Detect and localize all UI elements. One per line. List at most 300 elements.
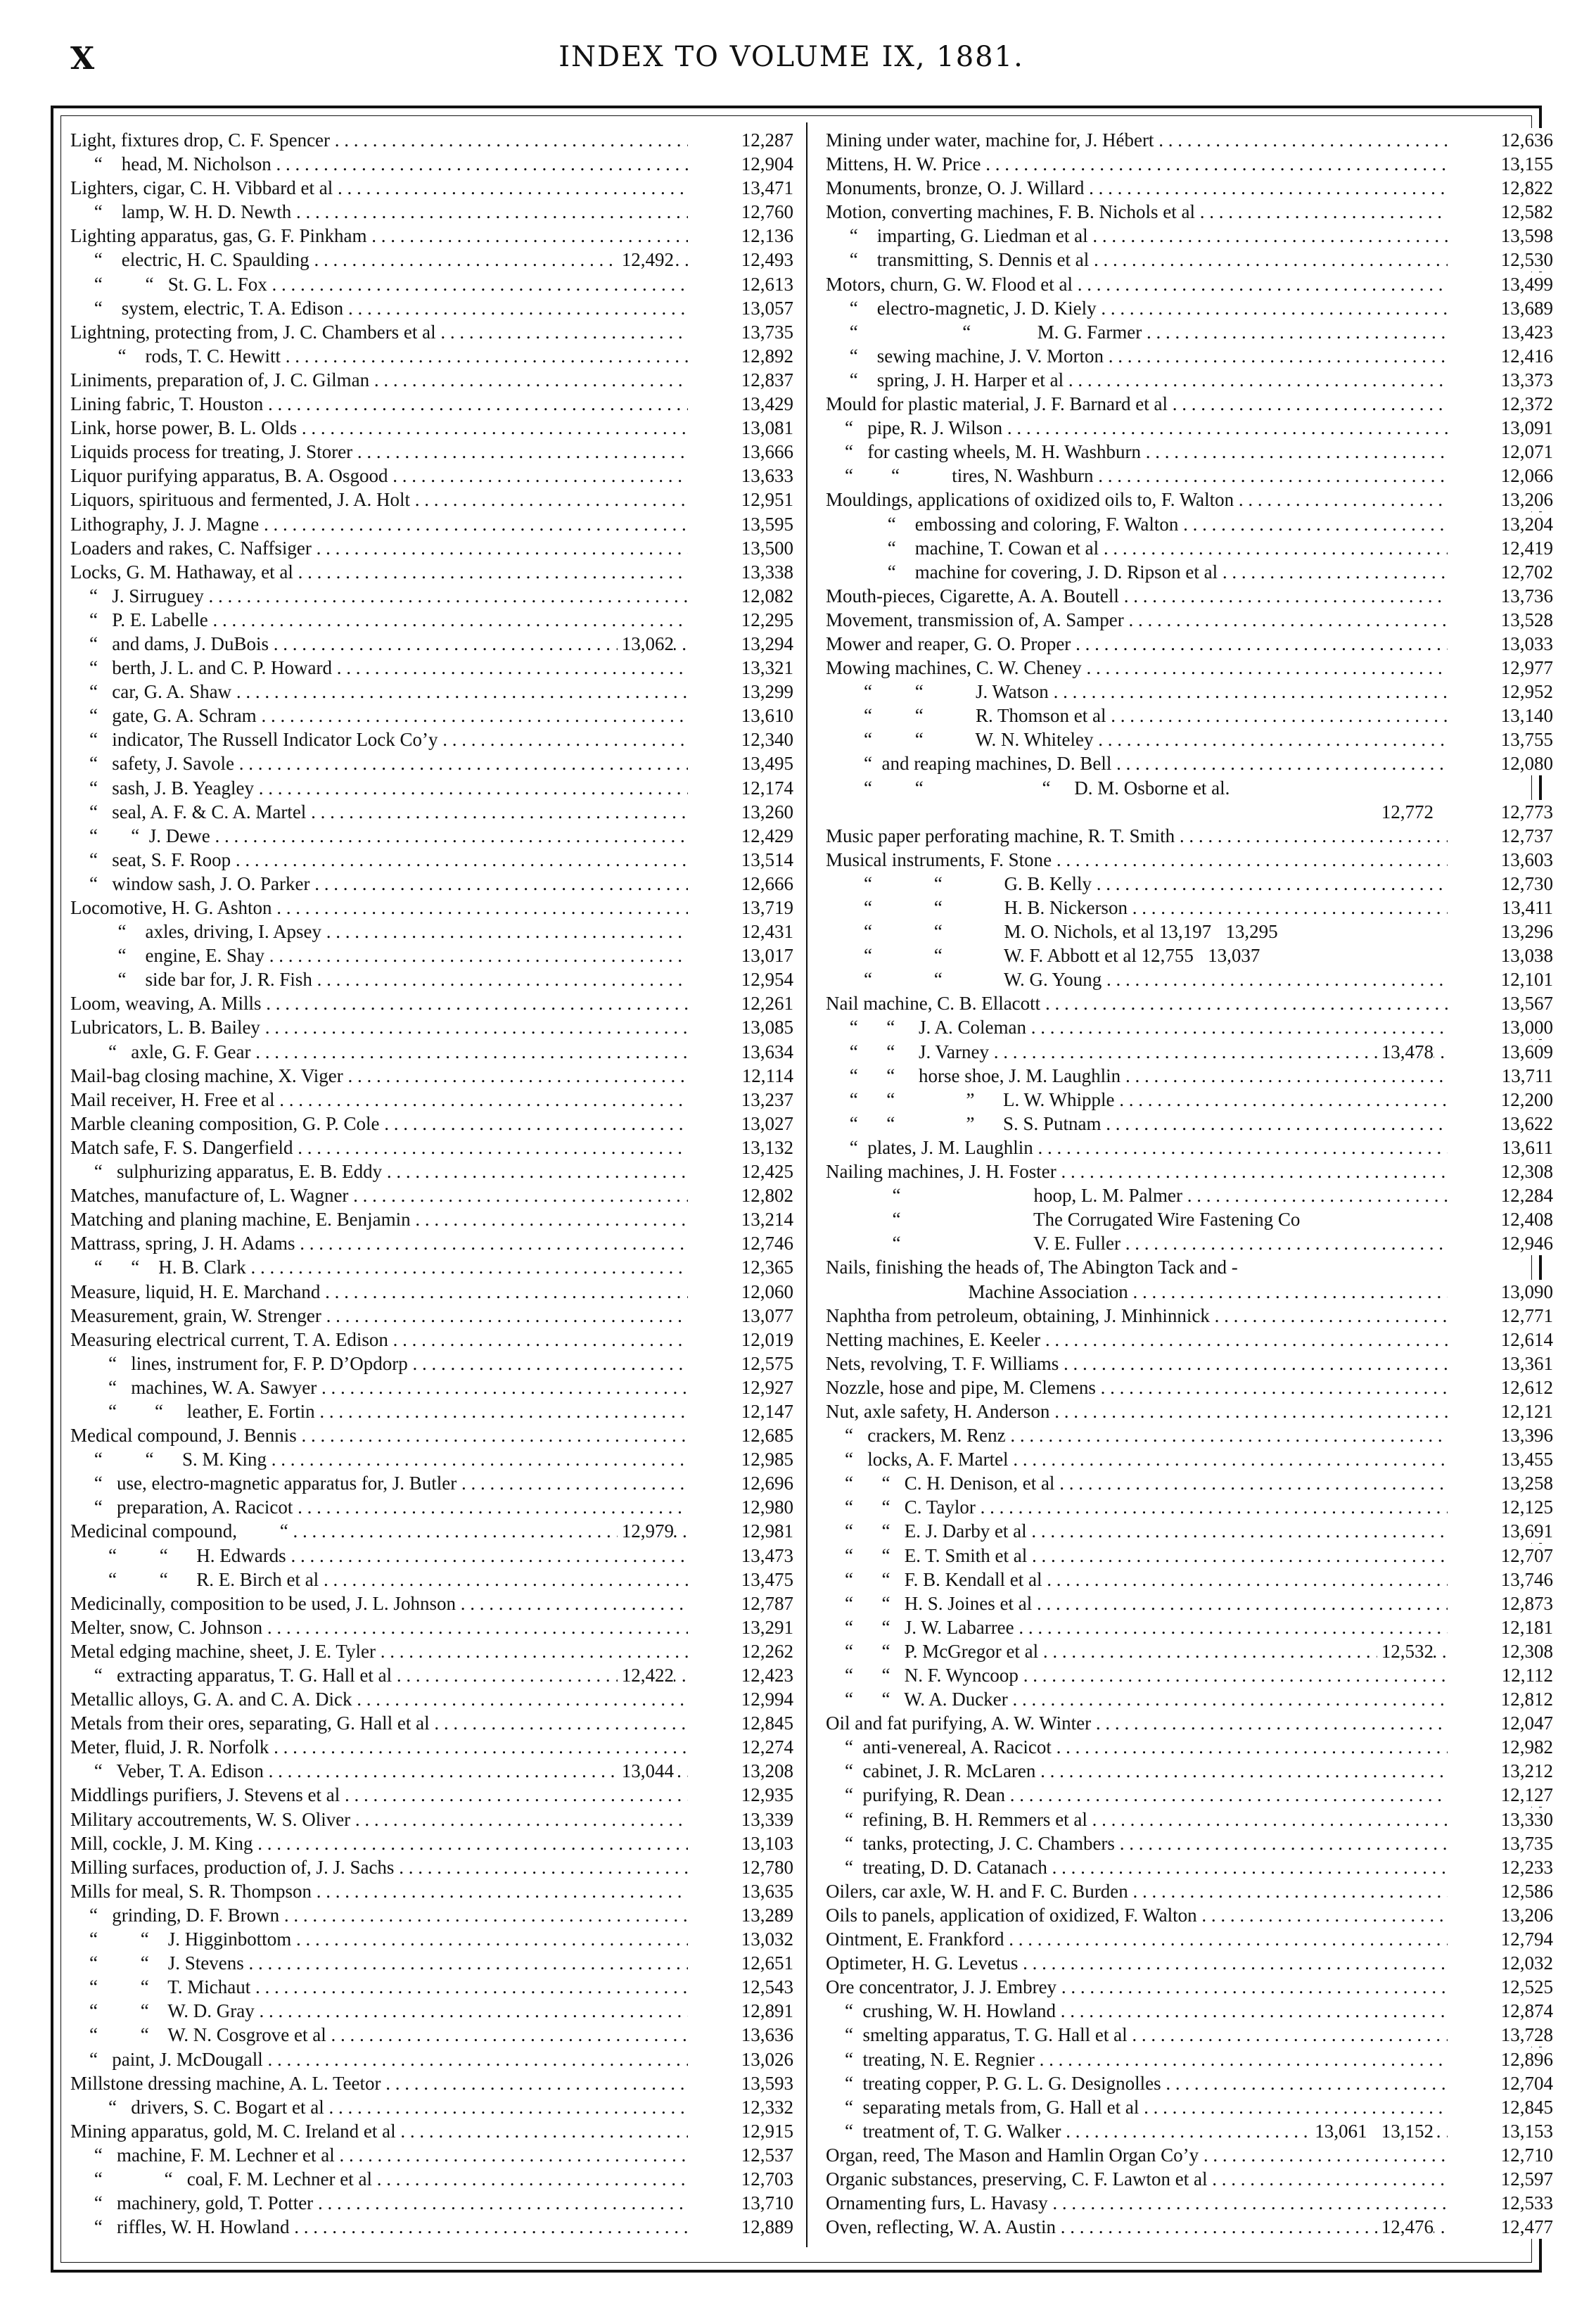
entry-patent-number: 13,000 [1450,1015,1553,1039]
entry-patent-number: 12,730 [1450,872,1553,896]
index-entry [826,1879,1553,1903]
index-entry [826,1951,1553,1975]
entry-text: Locomotive, H. G. Ashton . . . [70,896,688,920]
entry-text: Matches, manufacture of, L. Wagner . . . [70,1183,688,1207]
index-entry [70,680,793,704]
index-entry [826,344,1553,368]
entry-text: Mould for plastic material, J. F. Barnard et al . . . [826,392,1448,416]
index-entry [70,176,793,200]
entry-text: “ riffles, W. H. Howland . . . [70,2215,688,2239]
entry-text: “ “ M. G. Farmer . . . [826,320,1448,344]
entry-patent-number: 13,206 [1450,1903,1553,1927]
index-entry [826,1328,1553,1352]
index-entry [70,392,793,416]
index-entry [70,1615,793,1639]
index-entry [70,1136,793,1159]
index-entry [70,751,793,775]
entry-text: “ electric, H. C. Spaulding . . . [70,248,688,272]
entry-patent-number: 13,090 [1450,1280,1553,1304]
entry-patent-number: 12,287 [691,128,793,152]
entry-patent-number: 12,233 [1450,1855,1553,1879]
index-entry [70,920,793,943]
entry-patent-number: 12,613 [691,272,793,296]
entry-additional-number: 13,044 [618,1759,674,1783]
entry-additional-number: 12,492 [618,248,674,272]
entry-patent-number: 12,904 [691,152,793,176]
index-entry [70,896,793,920]
index-entry [826,943,1553,967]
entry-text: “ “ J. Watson . . . [826,680,1448,704]
index-entry [826,751,1553,775]
index-entry [826,152,1553,176]
entry-patent-number: 13,719 [691,896,793,920]
entry-patent-number: 12,071 [1450,440,1553,464]
entry-patent-number: 13,289 [691,1903,793,1927]
entry-patent-number: 12,812 [1450,1687,1553,1711]
entry-patent-number: 13,237 [691,1088,793,1112]
entry-patent-number: 12,597 [1450,2167,1553,2191]
entry-patent-number: 13,085 [691,1015,793,1039]
index-entry [826,320,1553,344]
index-entry [826,272,1553,296]
entry-patent-number: 12,340 [691,728,793,751]
entry-text: “ grinding, D. F. Brown . . . [70,1903,688,1927]
entry-patent-number: 13,711 [1450,1064,1553,1088]
entry-patent-number: 13,204 [1450,512,1553,536]
index-entry [70,1423,793,1447]
index-entry [826,440,1553,464]
index-entry [826,2047,1553,2071]
index-entry [826,1639,1553,1663]
entry-patent-number: 12,666 [691,872,793,896]
entry-patent-number: 12,891 [691,1999,793,2023]
index-entry [70,464,793,488]
index-entry [70,1183,793,1207]
column-divider [806,122,807,2247]
entry-patent-number: 12,066 [1450,464,1553,488]
entry-patent-number: 12,530 [1450,248,1553,272]
index-entry [826,1663,1553,1687]
entry-text: Lithography, J. J. Magne . . . [70,512,688,536]
index-entry [70,1352,793,1375]
entry-patent-number: 12,308 [1450,1159,1553,1183]
index-entry [70,1447,793,1471]
entry-patent-number: 12,136 [691,224,793,248]
entry-patent-number: 13,260 [691,800,793,824]
index-entry [826,1231,1553,1255]
index-entry [70,1855,793,1879]
entry-text: “ “ H. Edwards . . . [70,1544,688,1568]
entry-text: “ “ J. Stevens . . . [70,1951,688,1975]
index-entry [70,2191,793,2215]
entry-patent-number: 12,262 [691,1639,793,1663]
entry-patent-number: 13,081 [691,416,793,440]
entry-text: Mining apparatus, gold, M. C. Ireland et al . . . [70,2119,688,2143]
entry-text: Metallic alloys, G. A. and C. A. Dick . . . [70,1687,688,1711]
index-entry [70,967,793,991]
index-entry [826,656,1553,680]
entry-text: Machine Association . . . [826,1280,1448,1304]
index-entry [70,200,793,224]
entry-text: Loom, weaving, A. Mills . . . [70,991,688,1015]
entry-patent-number: 12,082 [691,584,793,608]
entry-text: “ axles, driving, I. Apsey . . . [70,920,688,943]
entry-text: “ “ N. F. Wyncoop . . . [826,1663,1448,1687]
index-entry [826,392,1553,416]
entry-patent-number: 12,845 [691,1711,793,1735]
index-entry [826,872,1553,896]
entry-patent-number: 12,419 [1450,536,1553,560]
index-entry [826,920,1553,943]
page-header [28,0,1554,91]
index-entry [826,1471,1553,1495]
entry-text: “ “ C. H. Denison, et al . . . [826,1471,1448,1495]
entry-patent-number: 12,423 [691,1663,793,1687]
index-entry [826,1687,1553,1711]
entry-patent-number: 13,321 [691,656,793,680]
index-entry [826,1183,1553,1207]
entry-patent-number: 12,047 [1450,1711,1553,1735]
entry-patent-number: 12,946 [1450,1231,1553,1255]
entry-patent-number: 13,091 [1450,416,1553,440]
index-entry [70,1519,793,1543]
entry-text: Liquor purifying apparatus, B. A. Osgood . . . [70,464,688,488]
entry-text: “ “ W. N. Whiteley . . . [826,728,1448,751]
entry-text: “ cabinet, J. R. McLaren . . . [826,1759,1448,1783]
entry-patent-number: 13,528 [1450,608,1553,632]
entry-text: “ machine for covering, J. D. Ripson et al . . . [826,560,1448,584]
entry-patent-number: 13,299 [691,680,793,704]
entry-patent-number: 13,026 [691,2047,793,2071]
index-entry [70,1231,793,1255]
entry-patent-number: 13,736 [1450,584,1553,608]
index-entry [826,1735,1553,1759]
index-entry [70,1328,793,1352]
entry-patent-number: 12,429 [691,824,793,848]
entry-text: Millstone dressing machine, A. L. Teetor . . . [70,2071,688,2095]
entry-text: “ The Corrugated Wire Fastening Co [826,1209,1301,1231]
entry-text: Mouth-pieces, Cigarette, A. A. Boutell . . . [826,584,1448,608]
entry-text: “ J. Sirruguey . . . [70,584,688,608]
entry-text: “ “ horse shoe, J. M. Laughlin . . . [826,1064,1448,1088]
entry-patent-number: 12,822 [1450,176,1553,200]
entry-patent-number: 12,980 [691,1495,793,1519]
index-entry [826,560,1553,584]
index-entry [70,2167,793,2191]
entry-text: Oilers, car axle, W. H. and F. C. Burden . . . [826,1879,1448,1903]
entry-patent-number: 12,582 [1450,200,1553,224]
entry-text: Mills for meal, S. R. Thompson . . . [70,1879,688,1903]
index-frame [51,106,1553,2273]
entry-text: “ treating copper, P. G. L. G. Designolles . . . [826,2071,1448,2095]
entry-patent-number: 12,896 [1450,2047,1553,2071]
entry-text: “ treatment of, T. G. Walker . . . [826,2119,1448,2143]
entry-text: “ “ J. W. Labarree . . . [826,1615,1448,1639]
entry-additional-number: 12,422 [618,1663,674,1687]
entry-text: Netting machines, E. Keeler . . . [826,1328,1448,1352]
entry-text: Ointment, E. Frankford . . . [826,1927,1448,1951]
index-entry [826,1447,1553,1471]
entry-patent-number: 12,284 [1450,1183,1553,1207]
entry-text: “ hoop, L. M. Palmer . . . [826,1183,1448,1207]
entry-patent-number: 12,773 [1450,800,1553,824]
entry-patent-number: 12,365 [691,1255,793,1279]
entry-text: Mail-bag closing machine, X. Viger . . . [70,1064,688,1088]
index-entry [70,1112,793,1136]
index-entry [70,1280,793,1304]
index-entry [70,488,793,512]
index-entry [826,1927,1553,1951]
entry-patent-number: 12,952 [1450,680,1553,704]
index-entry [826,1255,1553,1279]
entry-text: Lighting apparatus, gas, G. F. Pinkham . . . [70,224,688,248]
entry-text: “ “ S. M. King . . . [70,1447,688,1471]
entry-text: Movement, transmission of, A. Samper . . . [826,608,1448,632]
entry-text: “ crushing, W. H. Howland . . . [826,1999,1448,2023]
index-entry [70,1783,793,1807]
index-entry [70,776,793,800]
entry-patent-number: 13,710 [691,2191,793,2215]
index-entry [70,872,793,896]
entry-patent-number: 13,635 [691,1879,793,1903]
entry-text: “ machinery, gold, T. Potter . . . [70,2191,688,2215]
entry-patent-number: 13,593 [691,2071,793,2095]
entry-text: “ machine, F. M. Lechner et al . . . [70,2143,688,2167]
index-entry [70,2071,793,2095]
entry-text: “ and dams, J. DuBois . . . [70,632,688,656]
entry-text: “ pipe, R. J. Wilson . . . [826,416,1448,440]
index-entry [826,2071,1553,2095]
entry-patent-number: 12,927 [691,1375,793,1399]
entry-text: Nut, axle safety, H. Anderson . . . [826,1399,1448,1423]
entry-patent-number: 13,155 [1450,152,1553,176]
entry-patent-number: 12,981 [691,1519,793,1543]
entry-patent-number: 13,361 [1450,1352,1553,1375]
entry-text: Mower and reaper, G. O. Proper . . . [826,632,1448,656]
entry-patent-number: 13,514 [691,848,793,872]
entry-patent-number: 12,787 [691,1591,793,1615]
entry-text: “ “ tires, N. Washburn . . . [826,464,1448,488]
entry-patent-number: 12,702 [1450,560,1553,584]
entry-text: Mining under water, machine for, J. Hébert . . . [826,128,1448,152]
index-entry [70,248,793,272]
entry-patent-number: 13,471 [691,176,793,200]
entry-text: “ head, M. Nicholson . . . [70,152,688,176]
index-entry [826,1399,1553,1423]
index-entry [826,1975,1553,1999]
index-entry [826,824,1553,848]
entry-text: Locks, G. M. Hathaway, et al . . . [70,560,688,584]
index-entry [826,967,1553,991]
index-entry [70,224,793,248]
entry-patent-number: 12,696 [691,1471,793,1495]
entry-text: “ “ W. G. Young . . . [826,967,1448,991]
entry-text: “ “ H. B. Clark . . . [70,1255,688,1279]
entry-text: “ electro-magnetic, J. D. Kiely . . . [826,296,1448,320]
entry-text: Matching and planing machine, E. Benjamin . . . [70,1207,688,1231]
index-entry [826,1568,1553,1591]
entry-text: “ and reaping machines, D. Bell . . . [826,751,1448,775]
index-entry [826,248,1553,272]
index-entry [70,320,793,344]
index-entry [826,584,1553,608]
entry-patent-number: 13,206 [1450,488,1553,512]
index-entry [826,1495,1553,1519]
entry-patent-number: 13,689 [1450,296,1553,320]
entry-text: Mowing machines, C. W. Cheney . . . [826,656,1448,680]
index-entry [826,2215,1553,2239]
entry-patent-number: 12,416 [1450,344,1553,368]
entry-text: “ imparting, G. Liedman et al . . . [826,224,1448,248]
entry-text: “ “ E. J. Darby et al . . . [826,1519,1448,1543]
index-entry [70,1207,793,1231]
entry-patent-number: 12,533 [1450,2191,1553,2215]
entry-patent-number: 12,147 [691,1399,793,1423]
index-entry [826,1783,1553,1807]
entry-patent-number: 13,598 [1450,224,1553,248]
index-entry [70,728,793,751]
index-entry [70,1591,793,1615]
entry-text: “ purifying, R. Dean . . . [826,1783,1448,1807]
entry-patent-number: 12,332 [691,2095,793,2119]
entry-text: “ “ F. B. Kendall et al . . . [826,1568,1448,1591]
entry-patent-number: 13,208 [691,1759,793,1783]
entry-patent-number: 12,125 [1450,1495,1553,1519]
entry-text: “ “ M. O. Nichols, et al 13,197 13,295 [826,921,1278,943]
index-entry [70,1831,793,1855]
entry-additional-number: 12,979 [618,1519,674,1543]
entry-patent-number: 13,634 [691,1040,793,1064]
entry-text: “ “ W. F. Abbott et al 12,755 13,037 [826,945,1260,967]
entry-text: Lighters, cigar, C. H. Vibbard et al . . . [70,176,688,200]
entry-text: Organ, reed, The Mason and Hamlin Organ Co’y . . . [826,2143,1448,2167]
entry-text: “ smelting apparatus, T. G. Hall et al . . . [826,2023,1448,2047]
index-entry [826,176,1553,200]
entry-text: “ “ G. B. Kelly . . . [826,872,1448,896]
entry-patent-number: 13,411 [1450,896,1553,920]
entry-text: Motors, churn, G. W. Flood et al . . . [826,272,1448,296]
entry-text: Nails, finishing the heads of, The Abington Tack and - [826,1257,1238,1278]
index-entry [70,2047,793,2071]
index-entry [70,2023,793,2047]
entry-text: “ seat, S. F. Roop . . . [70,848,688,872]
entry-additional-number: 13,062 [618,632,674,656]
entry-text: Liniments, preparation of, J. C. Gilman . . . [70,368,688,392]
index-entry [70,296,793,320]
entry-text: Oil and fat purifying, A. W. Winter . . . [826,1711,1448,1735]
entry-patent-number: 13,291 [691,1615,793,1639]
entry-text: “ “ T. Michaut . . . [70,1975,688,1999]
entry-patent-number: 12,636 [1450,128,1553,152]
entry-text: “ sash, J. B. Yeagley . . . [70,776,688,800]
entry-patent-number: 13,475 [691,1568,793,1591]
index-entry [826,1112,1553,1136]
entry-additional-number: 12,772 [1377,800,1434,824]
index-entry [826,608,1553,632]
index-entry [70,152,793,176]
index-entry [826,1855,1553,1879]
entry-patent-number: 13,338 [691,560,793,584]
entry-text: Loaders and rakes, C. Naffsiger . . . [70,536,688,560]
entry-patent-number: 13,500 [691,536,793,560]
index-entry [70,128,793,152]
entry-text: “ “ J. Varney . . . [826,1040,1448,1064]
entry-patent-number: 12,707 [1450,1544,1553,1568]
index-entry [70,1040,793,1064]
entry-text: “ for casting wheels, M. H. Washburn . . . [826,440,1448,464]
entry-text: “ extracting apparatus, T. G. Hall et al . . . [70,1663,688,1687]
entry-text: “ “ ” L. W. Whipple . . . [826,1088,1448,1112]
entry-patent-number: 13,296 [1450,920,1553,943]
entry-text: “ indicator, The Russell Indicator Lock Co’y . . . [70,728,688,751]
index-entry [70,608,793,632]
entry-patent-number: 13,038 [1450,943,1553,967]
index-entry [70,800,793,824]
entry-text: “ seal, A. F. & C. A. Martel . . . [70,800,688,824]
entry-patent-number: 12,372 [1450,392,1553,416]
index-entry [70,272,793,296]
entry-patent-number: 12,200 [1450,1088,1553,1112]
entry-patent-number: 12,614 [1450,1328,1553,1352]
entry-text: “ “ W. A. Ducker . . . [826,1687,1448,1711]
entry-text: “ “ H. B. Nickerson . . . [826,896,1448,920]
entry-text: “ rods, T. C. Hewitt . . . [70,344,688,368]
entry-text: Lining fabric, T. Houston . . . [70,392,688,416]
index-entry [70,656,793,680]
entry-text: Medicinally, composition to be used, J. L. Johnson . . . [70,1591,688,1615]
entry-patent-number: 12,537 [691,2143,793,2167]
index-entry [826,1615,1553,1639]
index-entry [826,1999,1553,2023]
entry-patent-number: 13,214 [691,1207,793,1231]
entry-text: “ “ W. N. Cosgrove et al . . . [70,2023,688,2047]
entry-patent-number: 13,027 [691,1112,793,1136]
entry-text: “ crackers, M. Renz . . . [826,1423,1448,1447]
index-entry [70,1639,793,1663]
index-entry [826,991,1553,1015]
entry-additional-number: 12,532 [1377,1639,1434,1663]
entry-patent-number: 12,951 [691,488,793,512]
entry-text: Link, horse power, B. L. Olds . . . [70,416,688,440]
entry-patent-number: 12,174 [691,776,793,800]
entry-text: “ “ ” S. S. Putnam . . . [826,1112,1448,1136]
index-entry [826,416,1553,440]
entry-text: “ “ H. S. Joines et al . . . [826,1591,1448,1615]
entry-patent-number: 13,746 [1450,1568,1553,1591]
entry-patent-number: 13,633 [691,464,793,488]
entry-patent-number: 13,666 [691,440,793,464]
entry-patent-number: 12,710 [1450,2143,1553,2167]
index-entry [826,464,1553,488]
entry-patent-number: 12,261 [691,991,793,1015]
index-column-right [826,128,1553,2239]
index-entry [826,728,1553,751]
page-letter: X [70,41,95,77]
index-entry [70,368,793,392]
entry-patent-number: 12,274 [691,1735,793,1759]
entry-patent-number: 12,771 [1450,1304,1553,1328]
index-entry [70,848,793,872]
index-entry [70,632,793,656]
index-entry [70,344,793,368]
entry-patent-number: 12,915 [691,2119,793,2143]
index-entry [70,1951,793,1975]
entry-text: “ anti-venereal, A. Racicot . . . [826,1735,1448,1759]
entry-patent-number: 12,060 [691,1280,793,1304]
entry-text: “ “ J. Higginbottom . . . [70,1927,688,1951]
entry-text: “ lines, instrument for, F. P. D’Opdorp . . . [70,1352,688,1375]
entry-patent-number: 12,982 [1450,1735,1553,1759]
